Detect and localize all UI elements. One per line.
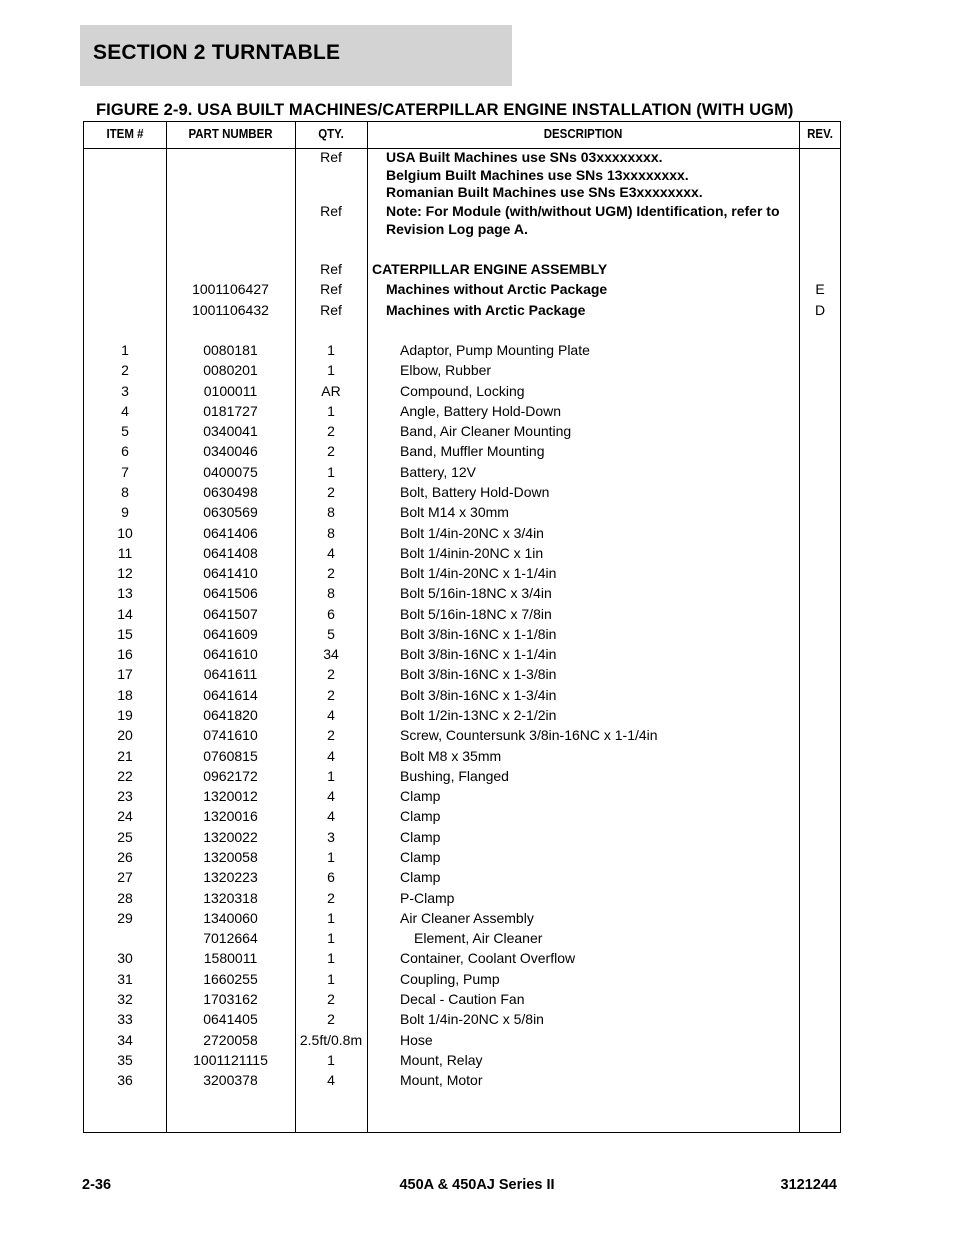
item-number: 8	[121, 484, 129, 500]
description: Clamp	[400, 829, 441, 845]
variant-rev: E	[815, 281, 825, 297]
description: Compound, Locking	[400, 383, 525, 399]
quantity: 2	[327, 565, 335, 581]
item-number: 31	[117, 971, 133, 987]
part-number: 0400075	[203, 464, 258, 480]
description: Decal - Caution Fan	[400, 991, 525, 1007]
item-number: 13	[117, 585, 133, 601]
figure-title: FIGURE 2-9. USA BUILT MACHINES/CATERPILLAR ENGINE INSTALLATION (WITH UGM)	[96, 101, 794, 119]
part-number: 0630569	[203, 504, 258, 520]
quantity: 4	[327, 545, 335, 561]
description: Bolt 3/8in-16NC x 1-1/8in	[400, 626, 557, 642]
quantity: 4	[327, 1072, 335, 1088]
item-number: 21	[117, 748, 133, 764]
description: Bolt 1/4inin-20NC x 1in	[400, 545, 544, 561]
description: Band, Muffler Mounting	[400, 443, 545, 459]
quantity: 6	[327, 606, 335, 622]
item-number: 35	[117, 1052, 133, 1068]
quantity: 1	[327, 930, 335, 946]
item-number: 34	[117, 1032, 133, 1048]
item-number: 11	[117, 545, 133, 561]
part-number: 1320022	[203, 829, 258, 845]
description: Bolt 5/16in-18NC x 7/8in	[400, 606, 552, 622]
part-number: 0080201	[203, 362, 258, 378]
variant-qty: Ref	[320, 302, 342, 318]
part-number: 1703162	[203, 991, 258, 1007]
item-number: 5	[121, 423, 129, 439]
description: Bolt 3/8in-16NC x 1-3/4in	[400, 687, 557, 703]
item-number: 15	[117, 626, 133, 642]
description: Bolt 3/8in-16NC x 1-1/4in	[400, 646, 557, 662]
quantity: 2	[327, 727, 335, 743]
part-number: 0080181	[203, 342, 258, 358]
item-number: 6	[121, 443, 129, 459]
item-number: 25	[117, 829, 133, 845]
quantity: 6	[327, 869, 335, 885]
part-number: 0340046	[203, 443, 258, 459]
part-number: 1320318	[203, 890, 258, 906]
quantity: AR	[321, 383, 341, 399]
note-line: Note: For Module (with/without UGM) Identification, refer to	[386, 203, 780, 219]
description: Adaptor, Pump Mounting Plate	[400, 342, 590, 358]
quantity: 1	[327, 464, 335, 480]
variant-description: Machines without Arctic Package	[386, 281, 608, 297]
quantity: 5	[327, 626, 335, 642]
variant-rev: D	[814, 302, 826, 318]
description: Element, Air Cleaner	[414, 930, 543, 946]
part-number: 1320058	[203, 849, 258, 865]
quantity: 1	[327, 849, 335, 865]
item-number: 17	[117, 666, 133, 682]
quantity: 2	[327, 890, 335, 906]
description: Bolt M14 x 30mm	[400, 504, 509, 520]
header-qty: QTY.	[318, 127, 344, 141]
note-line: USA Built Machines use SNs 03xxxxxxxx.	[386, 149, 663, 165]
description: Band, Air Cleaner Mounting	[400, 423, 572, 439]
section-banner	[80, 25, 512, 86]
description: Bushing, Flanged	[400, 768, 509, 784]
item-number: 19	[117, 707, 133, 723]
note-text	[386, 149, 796, 202]
description: Hose	[400, 1032, 433, 1048]
item-number: 27	[117, 869, 133, 885]
parts-table	[83, 121, 841, 1133]
item-number: 30	[117, 950, 133, 966]
part-number: 1580011	[203, 950, 258, 966]
note-line: Belgium Built Machines use SNs 13xxxxxxxx.	[386, 166, 689, 183]
item-number: 23	[117, 788, 133, 804]
description: Mount, Motor	[400, 1072, 483, 1088]
part-number: 1320012	[203, 788, 258, 804]
quantity: 4	[327, 707, 335, 723]
item-number: 36	[117, 1072, 133, 1088]
quantity: 34	[323, 646, 339, 662]
quantity: 1	[327, 950, 335, 966]
description: Bolt, Battery Hold-Down	[400, 484, 550, 500]
header-part-number: PART NUMBER	[188, 127, 273, 141]
description: Bolt 1/4in-20NC x 3/4in	[400, 525, 544, 541]
quantity: 2	[327, 991, 335, 1007]
description: Bolt 5/16in-18NC x 3/4in	[400, 585, 552, 601]
quantity: 1	[327, 768, 335, 784]
quantity: 1	[327, 362, 335, 378]
quantity: 8	[327, 585, 335, 601]
part-number: 0641406	[203, 525, 258, 541]
description: Clamp	[400, 869, 441, 885]
part-number: 1660255	[203, 971, 258, 987]
part-number: 0641410	[203, 565, 258, 581]
part-number: 0340041	[203, 423, 258, 439]
document-number: 3121244	[780, 1177, 837, 1193]
quantity: 2	[327, 666, 335, 682]
part-number: 0641614	[203, 687, 258, 703]
note-qty: Ref	[320, 203, 342, 219]
item-number: 24	[117, 808, 133, 824]
description: Angle, Battery Hold-Down	[400, 403, 562, 419]
part-number: 1320016	[203, 808, 258, 824]
item-number: 12	[117, 565, 133, 581]
item-number: 26	[117, 849, 133, 865]
part-number: 0641611	[203, 666, 258, 682]
header-item: ITEM #	[106, 127, 144, 141]
item-number: 28	[117, 890, 133, 906]
item-number: 10	[117, 525, 133, 541]
part-number: 1001121115	[193, 1052, 268, 1068]
description: Screw, Countersunk 3/8in-16NC x 1-1/4in	[400, 727, 658, 743]
description: Bolt M8 x 35mm	[400, 748, 502, 764]
description: Air Cleaner Assembly	[400, 910, 534, 926]
part-number: 0641405	[203, 1011, 258, 1027]
variant-part-number: 1001106427	[192, 281, 269, 297]
item-number: 22	[117, 768, 133, 784]
quantity: 4	[327, 748, 335, 764]
description: Container, Coolant Overflow	[400, 950, 576, 966]
part-number: 0641408	[203, 545, 258, 561]
quantity: 2	[327, 423, 335, 439]
variant-description: Machines with Arctic Package	[386, 302, 586, 318]
item-number: 20	[117, 727, 133, 743]
quantity: 4	[327, 788, 335, 804]
item-number: 33	[117, 1011, 133, 1027]
note-text	[386, 203, 796, 238]
part-number: 2720058	[203, 1032, 258, 1048]
variant-part-number: 1001106432	[192, 302, 269, 318]
quantity: 2	[327, 443, 335, 459]
description: Bolt 1/2in-13NC x 2-1/2in	[400, 707, 557, 723]
description: Elbow, Rubber	[400, 362, 492, 378]
description: Bolt 3/8in-16NC x 1-3/8in	[400, 666, 557, 682]
assembly-qty: Ref	[320, 261, 342, 277]
part-number: 0641609	[203, 626, 258, 642]
part-number: 1320223	[203, 869, 258, 885]
item-number: 3	[121, 383, 129, 399]
model-name: 450A & 450AJ Series II	[399, 1177, 555, 1193]
quantity: 8	[327, 504, 335, 520]
description: Clamp	[400, 808, 441, 824]
item-number: 29	[117, 910, 133, 926]
description: Battery, 12V	[400, 464, 477, 480]
description: P-Clamp	[400, 890, 455, 906]
item-number: 14	[117, 606, 133, 622]
quantity: 1	[327, 403, 335, 419]
description: Mount, Relay	[400, 1052, 483, 1068]
part-number: 0760815	[203, 748, 258, 764]
part-number: 0741610	[203, 727, 258, 743]
item-number: 16	[117, 646, 133, 662]
item-number: 1	[121, 342, 129, 358]
part-number: 0641506	[203, 585, 258, 601]
description: Clamp	[400, 849, 441, 865]
quantity: 2	[327, 687, 335, 703]
item-number: 2	[121, 362, 129, 378]
quantity: 4	[327, 808, 335, 824]
variant-qty: Ref	[320, 281, 342, 297]
part-number: 0641610	[203, 646, 258, 662]
page-number: 2-36	[82, 1177, 112, 1193]
description: Coupling, Pump	[400, 971, 500, 987]
assembly-description: CATERPILLAR ENGINE ASSEMBLY	[372, 261, 608, 277]
quantity: 2.5ft/0.8m	[299, 1032, 363, 1048]
item-number: 18	[117, 687, 133, 703]
quantity: 1	[327, 971, 335, 987]
quantity: 1	[327, 1052, 335, 1068]
quantity: 2	[327, 484, 335, 500]
quantity: 3	[327, 829, 335, 845]
part-number: 7012664	[203, 930, 258, 946]
part-number: 0641820	[203, 707, 258, 723]
header-description: DESCRIPTION	[543, 127, 623, 141]
part-number: 0962172	[203, 768, 258, 784]
item-number: 9	[121, 504, 129, 520]
part-number: 0100011	[203, 383, 258, 399]
description: Bolt 1/4in-20NC x 5/8in	[400, 1011, 544, 1027]
note-line: Romanian Built Machines use SNs E3xxxxxxxx.	[386, 184, 703, 200]
description: Bolt 1/4in-20NC x 1-1/4in	[400, 565, 557, 581]
part-number: 1340060	[203, 910, 258, 926]
section-title: SECTION 2 TURNTABLE	[93, 41, 341, 64]
part-number: 0630498	[203, 484, 258, 500]
column-divider	[367, 122, 368, 1132]
item-number: 32	[117, 991, 133, 1007]
note-line: Revision Log page A.	[386, 220, 528, 237]
item-number: 4	[121, 403, 129, 419]
item-number: 7	[121, 464, 129, 480]
part-number: 3200378	[203, 1072, 258, 1088]
description: Clamp	[400, 788, 441, 804]
header-rev: REV.	[807, 127, 833, 141]
quantity: 8	[327, 525, 335, 541]
part-number: 0181727	[203, 403, 258, 419]
quantity: 2	[327, 1011, 335, 1027]
quantity: 1	[327, 342, 335, 358]
part-number: 0641507	[203, 606, 258, 622]
note-qty: Ref	[320, 149, 342, 165]
quantity: 1	[327, 910, 335, 926]
